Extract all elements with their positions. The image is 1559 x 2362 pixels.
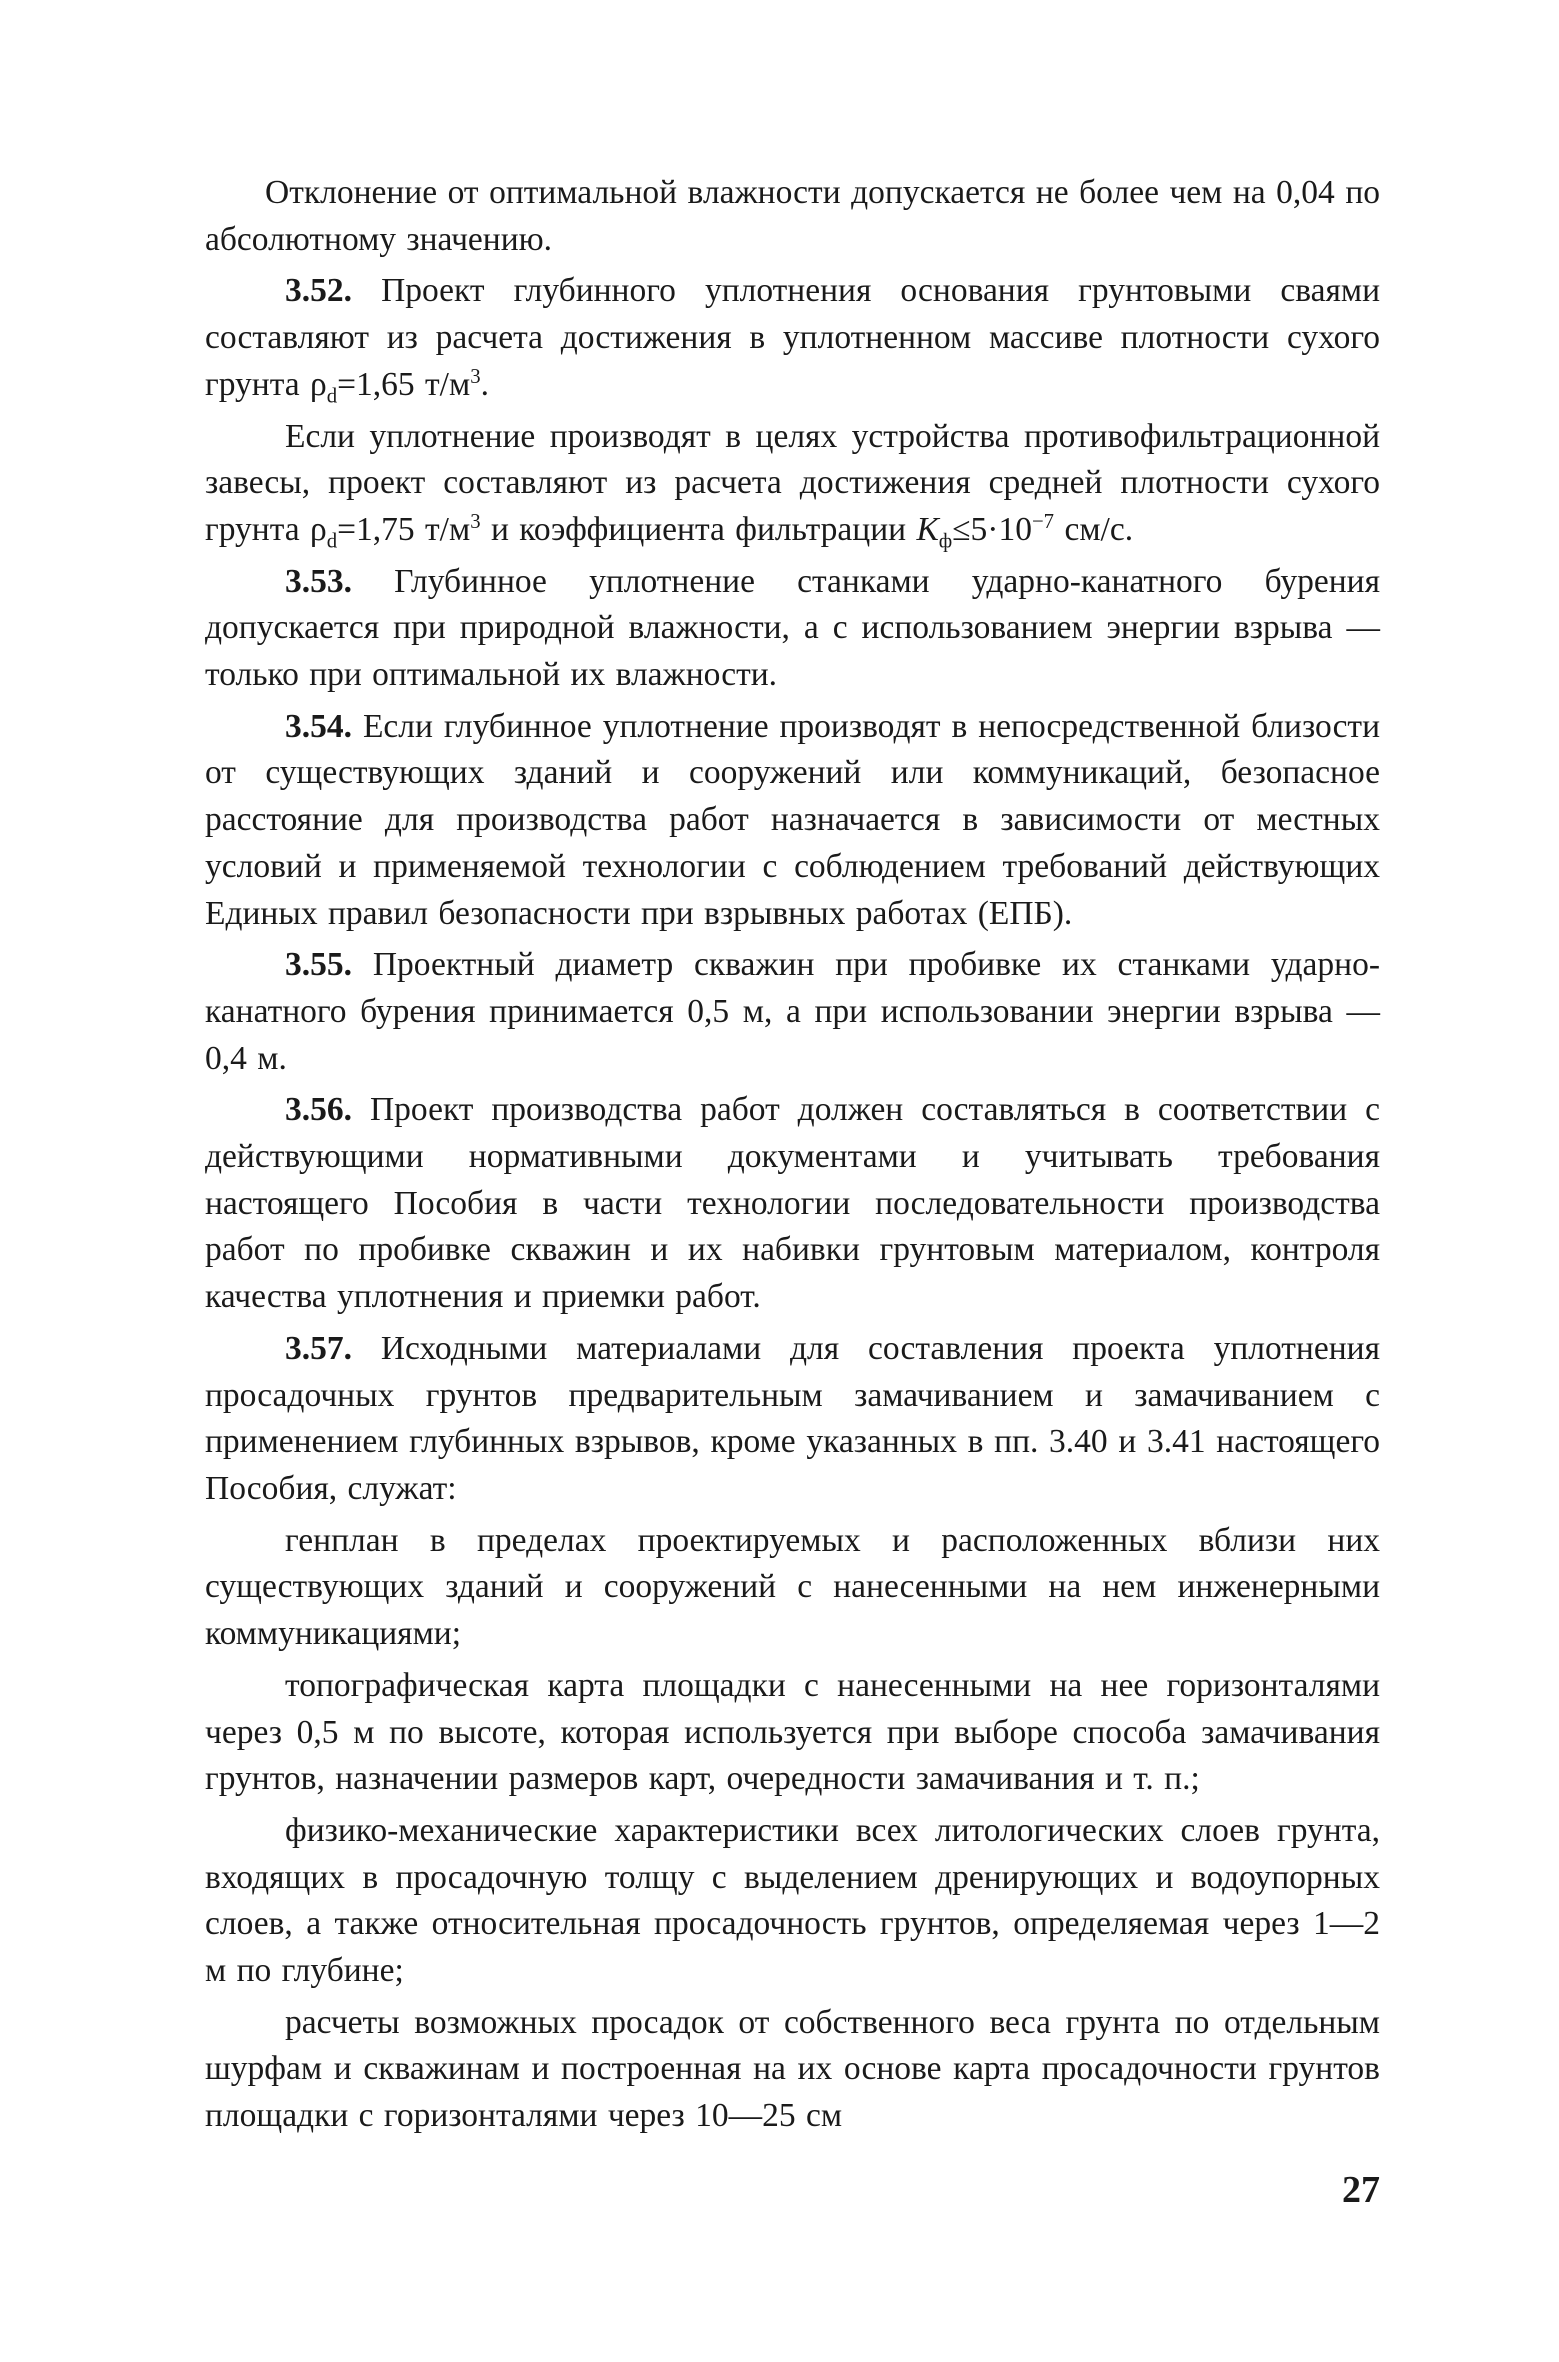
paragraph-3-54: 3.54. Если глубинное уплотнение производят в непосредственной близости от существующих зданий и сооружений или коммуникаций, безопасное расстояние для производства работ назначается в зависимости от местных условий и применяемой технологии с соблюдением требований действующих Единых правил безопасности при взрывных работах (ЕПБ). [205, 707, 1381, 932]
paragraph-3-55: 3.55. Проектный диаметр скважин при пробивке их станками ударно-канатного бурения принимается 0,5 м, а при использовании энергии взрыва — 0,4 м. [205, 946, 1381, 1077]
paragraph-3-52: 3.52. Проект глубинного уплотнения основания грунтовыми сваями составляют из расчета достижения в уплотненном массиве плотности сухого грунта $\rho_d=1,65$ $т/м^3$. [205, 272, 1380, 408]
paragraph-3-56: 3.56. Проект производства работ должен составляться в соответствии с действующими нормативными документами и учитывать требования настоящего Пособия в части технологии последовательности производства работ по пробивке скважин и их набивки грунтовым материалом, контроля качества уплотнения и приемки работ. [205, 1091, 1380, 1316]
clause-number: 3.52. [285, 272, 352, 310]
page-number: 27 [1342, 2169, 1380, 2211]
clause-number: 3.53. [285, 562, 352, 600]
clause-number: 3.57. [285, 1329, 352, 1367]
body-text [205, 170, 1380, 2140]
paragraph-3-53: 3.53. Глубинное уплотнение станками ударно-канатного бурения допускается при природной влажности, а с использованием энергии взрыва — только при оптимальной их влажности. [205, 562, 1380, 694]
paragraph-filtration-curtain: Если уплотнение производят в целях устройства противофильтрационной завесы, проект составляют из расчета достижения средней плотности сухого грунта $\rho_d=1,75$ $т/м^3$ и коэффициента фильтрации $К_ф\le 5\cdot 10^{-7}$ см/с. [205, 417, 1380, 553]
clause-number: 3.56. [285, 1091, 352, 1129]
list-item-general-plan: генплан в пределах проектируемых и расположенных вблизи них существующих зданий и сооружений с нанесенными на нем инженерными коммуникациями; [205, 1521, 1380, 1653]
list-item-topographic-map: топографическая карта площадки с нанесенными на нее горизонталями через 0,5 м по высоте, которая используется при выборе способа замачивания грунтов, назначении размеров карт, очередности замачивания и т. п.; [205, 1666, 1380, 1798]
list-item-settlement-calculations: расчеты возможных просадок от собственного веса грунта по отдельным шурфам и скважинам и построенная на их основе карта просадочности грунтов площадки с горизонталями через 10—25 см [205, 2003, 1380, 2135]
clause-number: 3.54. [285, 707, 352, 745]
clause-number: 3.55. [285, 946, 352, 984]
list-item-soil-characteristics: физико-механические характеристики всех литологических слоев грунта, входящих в просадочную толщу с выделением дренирующих и водоупорных слоев, а также относительная просадочность грунтов, определяемая через 1—2 м по глубине; [205, 1811, 1380, 1990]
paragraph-3-57: 3.57. Исходными материалами для составления проекта уплотнения просадочных грунтов предварительным замачиванием и замачиванием с применением глубинных взрывов, кроме указанных в пп. 3.40 и 3.41 настоящего Пособия, служат: [205, 1329, 1380, 1507]
paragraph-deviation: Отклонение от оптимальной влажности допускается не более чем на 0,04 по абсолютному значению. [205, 174, 1380, 258]
